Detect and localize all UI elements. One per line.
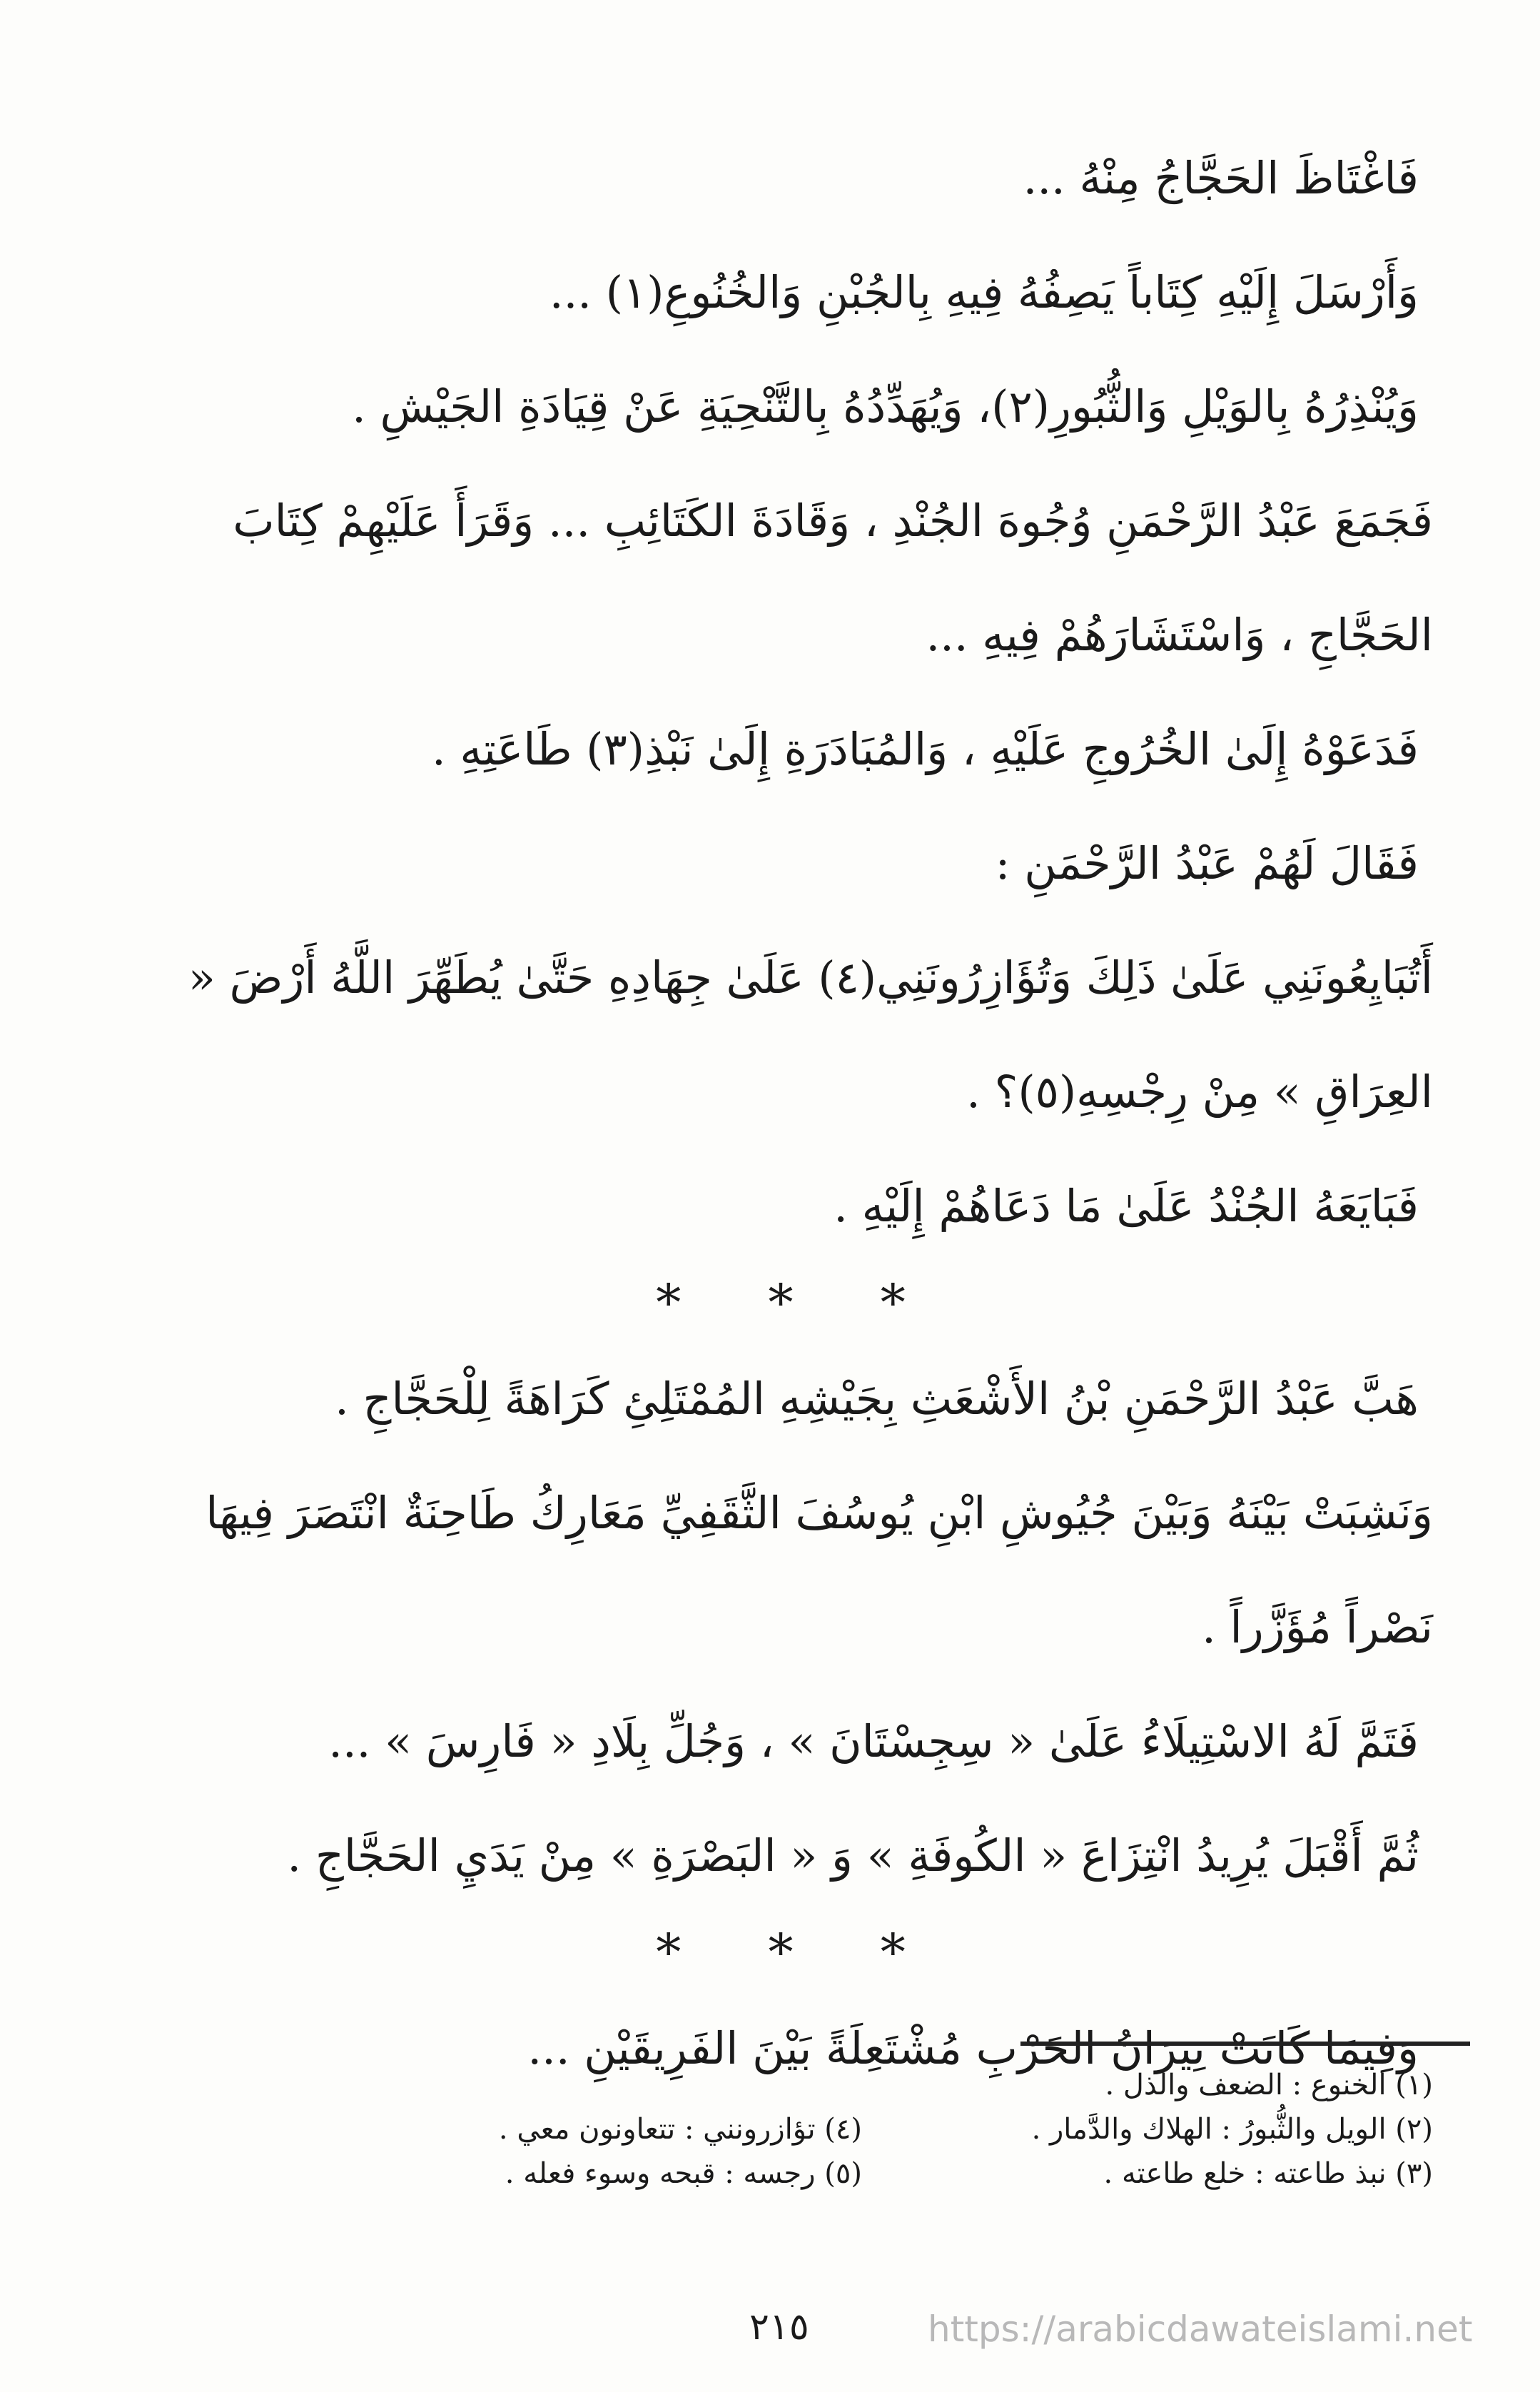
- paragraph: ثُمَّ أَقْبَلَ يُرِيدُ انْتِزَاعَ « الكُوفَةِ » وَ « البَصْرَةِ » مِنْ يَدَيِ الحَجَّاجِ .: [287, 1830, 1419, 1882]
- section-separator: * * *: [656, 1923, 941, 1982]
- footnote: (٢) الويل والثُّبورُ : الهلاك والدَّمار .: [1031, 2113, 1433, 2146]
- footnote: (١) الخنوع : الضعف والذل .: [1105, 2069, 1433, 2101]
- paragraph: فَجَمَعَ عَبْدُ الرَّحْمَنِ وُجُوهَ الجُنْدِ ، وَقَادَةَ الكَتَائِبِ ... وَقَرَأَ عَلَيْهِمْ كِتَابَ الحَجَّاجِ ، وَاسْتَشَارَهُمْ فِيهِ ...: [233, 495, 1433, 661]
- paragraph: أَتُبَايِعُونَنِي عَلَىٰ ذَلِكَ وَتُؤَازِرُونَنِي(٤) عَلَىٰ جِهَادِهِ حَتَّىٰ يُطَهِّرَ اللَّهُ أَرْضَ « العِرَاقِ » مِنْ رِجْسِهِ(٥)؟ .: [188, 952, 1433, 1118]
- paragraph: هَبَّ عَبْدُ الرَّحْمَنِ بْنُ الأَشْعَثِ بِجَيْشِهِ المُمْتَلِئِ كَرَاهَةً لِلْحَجَّاجِ .: [335, 1373, 1419, 1425]
- paragraph: فَاغْتَاظَ الحَجَّاجُ مِنْهُ ...: [1023, 152, 1419, 204]
- footnote: (٥) رجسه : قبحه وسوء فعله .: [505, 2157, 862, 2190]
- paragraph: فَدَعَوْهُ إِلَىٰ الخُرُوجِ عَلَيْهِ ، وَالمُبَادَرَةِ إِلَىٰ نَبْذِ(٣) طَاعَتِهِ .: [431, 723, 1419, 775]
- paragraph: وَنَشِبَتْ بَيْنَهُ وَبَيْنَ جُيُوشِ ابْنِ يُوسُفَ الثَّقَفِيِّ مَعَارِكُ طَاحِنَةٌ انْتَصَرَ فِيهَا نَصْراً مُؤَزَّراً .: [206, 1487, 1433, 1653]
- watermark-url: https://arabicdawateislami.net: [928, 2308, 1473, 2350]
- paragraph: وَفِيمَا كَانَتْ نِيرَانُ الحَرْبِ مُشْتَعِلَةً بَيْنَ الفَرِيقَيْنِ ...: [527, 2022, 1419, 2074]
- footnote-divider: [1020, 2042, 1470, 2046]
- page-number: ٢١٥: [749, 2306, 809, 2348]
- paragraph: وَأَرْسَلَ إِلَيْهِ كِتَاباً يَصِفُهُ فِيهِ بِالجُبْنِ وَالخُنُوعِ(١) ...: [549, 266, 1419, 318]
- footnotes-column-left: [434, 2107, 862, 2196]
- footnote: (٤) تؤازرونني : تتعاونون معي .: [498, 2113, 862, 2146]
- paragraph: وَيُنْذِرُهُ بِالوَيْلِ وَالثُّبُورِ(٢)، وَيُهَدِّدُهُ بِالتَّنْحِيَةِ عَنْ قِيَادَةِ الجَيْشِ .: [352, 380, 1419, 433]
- section-separator: * * *: [656, 1273, 941, 1332]
- footnotes-column-right: [933, 2063, 1433, 2196]
- main-text: [107, 121, 1433, 2106]
- paragraph: فَتَمَّ لَهُ الاسْتِيلَاءُ عَلَىٰ « سِجِسْتَانَ » ، وَجُلِّ بِلَادِ « فَارِسَ » ...: [328, 1715, 1419, 1767]
- paragraph: فَبَايَعَهُ الجُنْدُ عَلَىٰ مَا دَعَاهُمْ إِلَيْهِ .: [834, 1180, 1419, 1232]
- footnote: (٣) نبذ طاعته : خلع طاعته .: [1103, 2157, 1433, 2190]
- paragraph: فَقَالَ لَهُمْ عَبْدُ الرَّحْمَنِ :: [995, 837, 1419, 889]
